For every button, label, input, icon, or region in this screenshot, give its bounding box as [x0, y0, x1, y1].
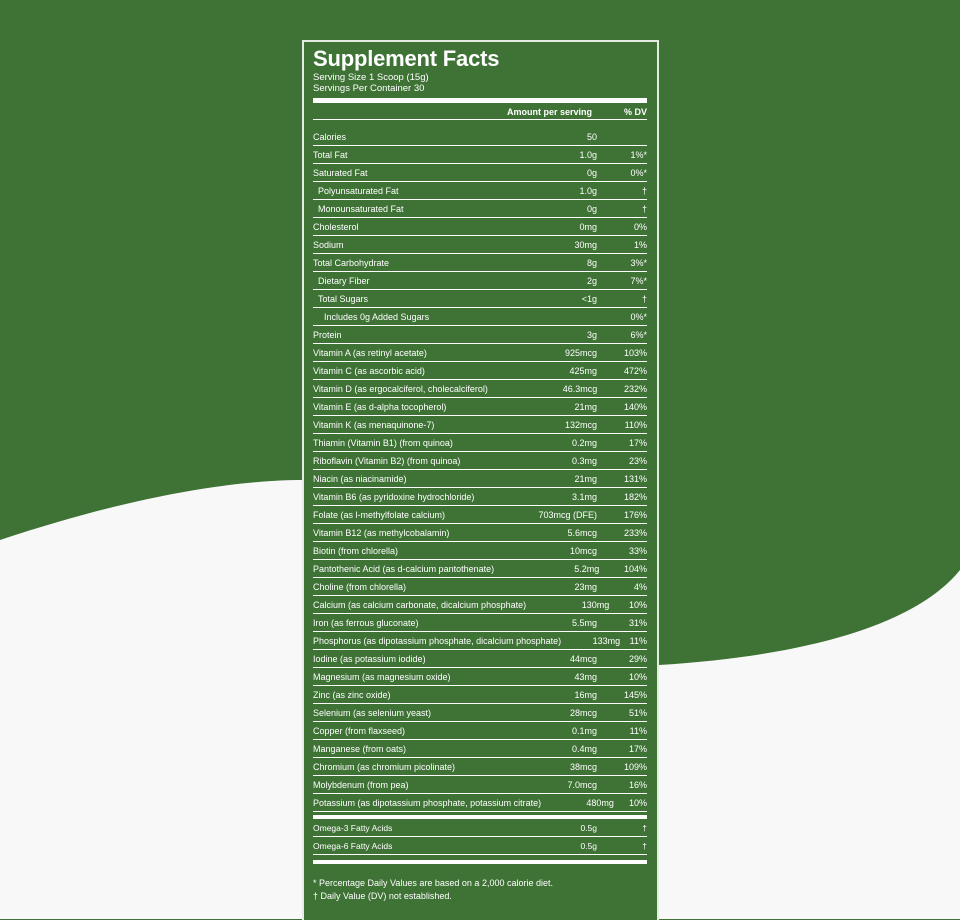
nutrient-amount: 50: [586, 131, 597, 142]
nutrient-dv: 31%: [628, 617, 647, 628]
nutrient-name: Selenium (as selenium yeast): [313, 707, 432, 718]
nutrient-dv: 103%: [623, 347, 647, 358]
nutrient-name: Folate (as l-methylfolate calcium): [313, 509, 446, 520]
nutrient-dv: 182%: [623, 491, 647, 502]
nutrient-row: [313, 488, 647, 506]
nutrient-name: Iron (as ferrous gluconate): [313, 617, 419, 628]
nutrient-amount: 5.5mg: [571, 617, 597, 628]
nutrient-row: [313, 416, 647, 434]
nutrient-amount: <1g: [581, 293, 597, 304]
nutrient-dv: 140%: [623, 401, 647, 412]
nutrient-dv: †: [641, 203, 647, 214]
nutrient-name: Biotin (from chlorella): [313, 545, 399, 556]
nutrient-row: [313, 560, 647, 578]
nutrient-name: Vitamin B12 (as methylcobalamin): [313, 527, 450, 538]
amount-column-header: Amount per serving: [506, 107, 592, 117]
nutrient-row: [313, 218, 647, 236]
nutrient-amount: 1.0g: [579, 185, 597, 196]
nutrient-amount: 8g: [586, 257, 597, 268]
nutrient-row: [313, 819, 647, 837]
nutrient-dv: 33%: [628, 545, 647, 556]
nutrient-name: Pantothenic Acid (as d-calcium pantothenate): [313, 563, 495, 574]
nutrient-row: [313, 776, 647, 794]
nutrient-dv: 4%: [633, 581, 647, 592]
nutrient-name: Calories: [313, 131, 347, 142]
nutrient-amount: 0mg: [579, 221, 597, 232]
nutrient-row: [313, 290, 647, 308]
nutrient-row: [313, 596, 647, 614]
nutrient-amount: 5.6mcg: [567, 527, 597, 538]
nutrient-amount: 0.3mg: [571, 455, 597, 466]
servings-per-container: Servings Per Container 30: [313, 83, 425, 94]
nutrient-amount: 425mg: [569, 365, 597, 376]
nutrient-dv: 10%: [628, 671, 647, 682]
nutrient-amount: 925mcg: [564, 347, 597, 358]
nutrient-dv: †: [641, 185, 647, 196]
nutrient-amount: 44mcg: [569, 653, 597, 664]
nutrient-name: Choline (from chlorella): [313, 581, 407, 592]
nutrient-amount: 2g: [586, 275, 597, 286]
nutrient-row: [313, 164, 647, 182]
nutrient-name: Saturated Fat: [313, 167, 368, 178]
nutrient-row: [313, 614, 647, 632]
nutrient-name: Sodium: [313, 239, 344, 250]
nutrient-dv: 11%: [629, 635, 647, 646]
nutrient-dv: 3%*: [630, 257, 647, 268]
nutrient-amount: 30mg: [574, 239, 597, 250]
nutrient-dv: 1%*: [630, 149, 647, 160]
nutrient-name: Cholesterol: [313, 221, 359, 232]
nutrient-row: [313, 362, 647, 380]
nutrient-name: Vitamin B6 (as pyridoxine hydrochloride): [313, 491, 475, 502]
nutrient-amount: 10mcg: [569, 545, 597, 556]
nutrient-amount: 0g: [586, 203, 597, 214]
nutrient-dv: 17%: [628, 437, 647, 448]
supplement-facts-panel: [302, 40, 659, 920]
nutrient-name: Vitamin K (as menaquinone-7): [313, 419, 435, 430]
nutrient-name: Protein: [313, 329, 342, 340]
nutrient-dv: 176%: [623, 509, 647, 520]
nutrient-amount: 7.0mcg: [567, 779, 597, 790]
nutrient-name: Riboflavin (Vitamin B2) (from quinoa): [313, 455, 461, 466]
nutrient-dv: †: [641, 293, 647, 304]
nutrient-name: Potassium (as dipotassium phosphate, potassium citrate): [313, 797, 542, 808]
nutrient-amount: 46.3mcg: [562, 383, 598, 394]
nutrient-row: [313, 434, 647, 452]
nutrient-name: Polyunsaturated Fat: [318, 185, 399, 196]
nutrient-dv: 29%: [628, 653, 647, 664]
nutrient-amount: 21mg: [574, 473, 597, 484]
nutrient-row: [313, 344, 647, 362]
nutrient-row: [313, 326, 647, 344]
nutrient-dv: 7%*: [630, 275, 647, 286]
nutrient-row: [313, 794, 647, 812]
nutrient-row: [313, 128, 647, 146]
nutrient-row: [313, 758, 647, 776]
thick-divider: [313, 860, 647, 864]
nutrient-name: Molybdenum (from pea): [313, 779, 409, 790]
nutrient-dv: 109%: [623, 761, 647, 772]
nutrient-dv: 51%: [628, 707, 647, 718]
nutrient-dv: 104%: [623, 563, 647, 574]
nutrient-row: [313, 524, 647, 542]
nutrient-row: [313, 470, 647, 488]
nutrient-name: Vitamin E (as d-alpha tocopherol): [313, 401, 447, 412]
panel-title: Supplement Facts: [313, 46, 500, 71]
nutrient-row: [313, 182, 647, 200]
thick-divider: [313, 98, 647, 103]
nutrient-name: Manganese (from oats): [313, 743, 407, 754]
nutrient-name: Total Carbohydrate: [313, 257, 390, 268]
nutrient-name: Vitamin C (as ascorbic acid): [313, 365, 425, 376]
nutrient-dv: 10%: [628, 599, 647, 610]
nutrient-amount: 130mg: [581, 599, 610, 610]
nutrient-name: Vitamin A (as retinyl acetate): [313, 347, 427, 358]
nutrient-row: [313, 380, 647, 398]
nutrient-row: [313, 236, 647, 254]
nutrient-dv: †: [642, 822, 647, 833]
nutrient-name: Total Fat: [313, 149, 348, 160]
nutrient-row: [313, 722, 647, 740]
nutrient-dv: 0%*: [630, 311, 647, 322]
nutrient-dv: 232%: [623, 383, 647, 394]
nutrient-name: Iodine (as potassium iodide): [313, 653, 426, 664]
nutrient-amount: 0.5g: [580, 822, 597, 833]
nutrient-name: Chromium (as chromium picolinate): [313, 761, 456, 772]
nutrient-amount: 133mg: [592, 635, 621, 646]
nutrient-row: [313, 542, 647, 560]
nutrient-row: [313, 740, 647, 758]
nutrient-row: [313, 452, 647, 470]
nutrient-name: Dietary Fiber: [318, 275, 370, 286]
nutrient-row: [313, 398, 647, 416]
nutrient-amount: 3.1mg: [571, 491, 597, 502]
serving-size: Serving Size 1 Scoop (15g): [313, 72, 429, 83]
dv-column-header: % DV: [623, 107, 647, 117]
nutrient-rows: [313, 128, 647, 812]
nutrient-amount: 28mcg: [569, 707, 597, 718]
nutrient-dv: 11%: [629, 725, 647, 736]
nutrient-amount: 132mcg: [564, 419, 597, 430]
nutrient-name: Monounsaturated Fat: [318, 203, 404, 214]
nutrient-dv: 131%: [623, 473, 647, 484]
nutrient-amount: 21mg: [574, 401, 597, 412]
nutrient-row: [313, 837, 647, 855]
nutrient-row: [313, 650, 647, 668]
nutrient-amount: 1.0g: [579, 149, 597, 160]
nutrient-name: Magnesium (as magnesium oxide): [313, 671, 451, 682]
nutrient-dv: 16%: [628, 779, 647, 790]
nutrient-row: [313, 308, 647, 326]
nutrient-name: Copper (from flaxseed): [313, 725, 406, 736]
column-headers: [313, 105, 647, 120]
nutrient-row: [313, 272, 647, 290]
nutrient-dv: 472%: [623, 365, 647, 376]
nutrient-dv: 0%: [633, 221, 647, 232]
nutrient-row: [313, 200, 647, 218]
nutrient-amount: 0.5g: [580, 840, 597, 851]
nutrient-row: [313, 632, 647, 650]
nutrient-dv: 110%: [624, 419, 647, 430]
nutrient-row: [313, 704, 647, 722]
nutrient-dv: †: [642, 840, 647, 851]
nutrient-name: Niacin (as niacinamide): [313, 473, 407, 484]
nutrient-row: [313, 254, 647, 272]
nutrient-amount: 703mcg (DFE): [538, 509, 597, 520]
nutrient-dv: 0%*: [630, 167, 647, 178]
nutrient-dv: 145%: [623, 689, 647, 700]
nutrient-row: [313, 506, 647, 524]
nutrient-amount: 38mcg: [569, 761, 597, 772]
nutrient-name: Includes 0g Added Sugars: [324, 311, 430, 322]
footnote-dagger: † Daily Value (DV) not established.: [313, 891, 452, 901]
nutrient-row: [313, 578, 647, 596]
footnote-pdv: * Percentage Daily Values are based on a 2,000 calorie diet.: [313, 878, 553, 888]
nutrient-dv: 6%*: [630, 329, 647, 340]
nutrient-name: Zinc (as zinc oxide): [313, 689, 391, 700]
nutrient-amount: 0g: [586, 167, 597, 178]
nutrient-amount: 5.2mg: [574, 563, 600, 574]
nutrient-name: Omega-3 Fatty Acids: [313, 822, 393, 833]
nutrient-row: [313, 146, 647, 164]
nutrient-dv: 10%: [628, 797, 647, 808]
nutrient-name: Vitamin D (as ergocalciferol, cholecalciferol): [313, 383, 488, 394]
nutrient-name: Total Sugars: [318, 293, 369, 304]
nutrient-row: [313, 668, 647, 686]
nutrient-dv: 23%: [628, 455, 647, 466]
nutrient-dv: 1%: [633, 239, 647, 250]
nutrient-name: Thiamin (Vitamin B1) (from quinoa): [313, 437, 453, 448]
nutrient-amount: 16mg: [574, 689, 597, 700]
fatty-acid-rows: [313, 819, 647, 855]
nutrient-amount: 0.1mg: [571, 725, 597, 736]
nutrient-amount: 3g: [586, 329, 597, 340]
nutrient-row: [313, 686, 647, 704]
nutrient-name: Phosphorus (as dipotassium phosphate, dicalcium phosphate): [313, 635, 562, 646]
nutrient-dv: 233%: [623, 527, 647, 538]
nutrient-amount: 23mg: [574, 581, 597, 592]
nutrient-amount: 480mg: [586, 797, 614, 808]
nutrient-dv: 17%: [628, 743, 647, 754]
nutrient-amount: 43mg: [574, 671, 597, 682]
nutrient-amount: 0.2mg: [571, 437, 597, 448]
nutrient-name: Omega-6 Fatty Acids: [313, 840, 393, 851]
nutrient-amount: 0.4mg: [571, 743, 597, 754]
nutrient-name: Calcium (as calcium carbonate, dicalcium phosphate): [313, 599, 527, 610]
footnotes: [313, 877, 647, 903]
